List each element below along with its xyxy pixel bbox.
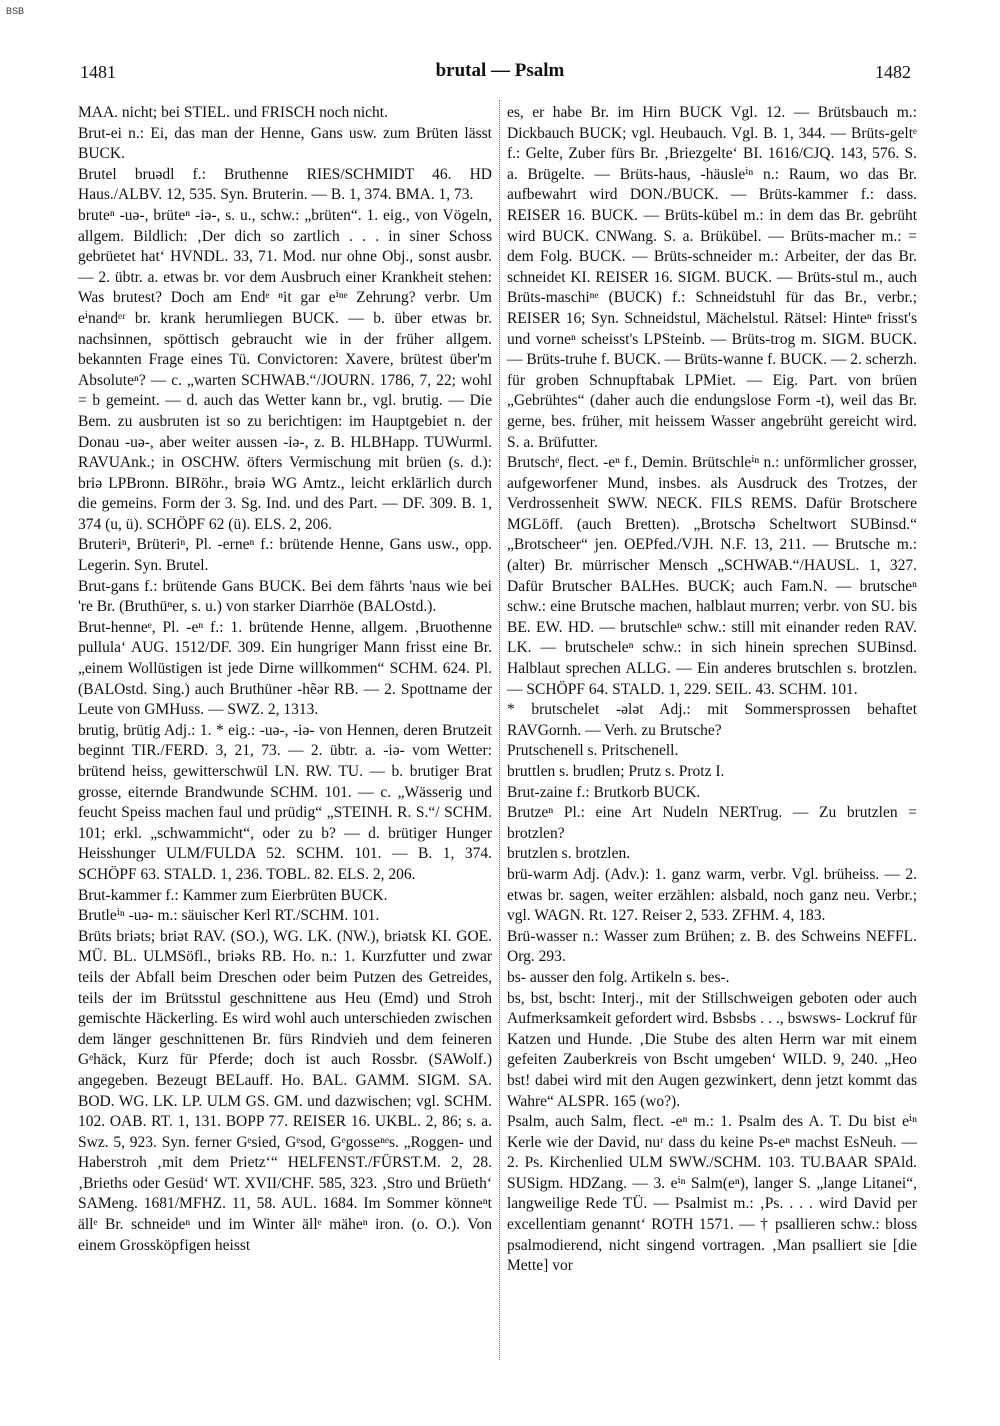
entry: Psalm, auch Salm, flect. -eⁿ m.: 1. Psalm des A. T. Du bist eⁱⁿ Kerle wie der David, nuʳ dass du keine Ps-eⁿ machst EsNeuh. — 2. Ps. Kirchenlied ULM SWW./SCHM. 103. TU.BAAR SPAld. SUSigm. HDZang. — 3. eⁱⁿ Salm(eⁿ), langer S. „lange Litanei“, langweilige Rede TÜ. — Psalmist m.: ‚Ps. . . . wird David per excellentiam genannt‘ ROTH 1571. — † psallieren schw.: bloss psalmodierend, nicht singend vortragen. ‚Man psalliert sie [die Mette] vor <box>507 1113 917 1275</box>
entry: Prutschenell s. Pritschenell. <box>507 742 679 760</box>
entry: Brüts briəts; briət RAV. (SO.), WG. LK. (NW.), briətsk KI. GOE. MÜ. BL. ULMSöfl., briəks RB. Ho. n.: 1. Kurzfutter und zwar teils der Abfall beim Dreschen oder beim Putzen des Getreides, teils der im Brütsstul geschnittene aus Heu (Emd) und Stroh gemischte Häckerling. Es wird wohl auch unterschieden zwischen dem länger geschnittenen Br. fürs Rindvieh und dem feineren Gᵉhäck, Kurz für Pferde; doch ist auch Rossbr. (SAWolf.) angegeben. Bezeugt BELauff. Ho. BAL. GAMM. SIGM. SA. BOD. WG. LK. LP. ULM GS. GM. und dazwischen; vgl. SCHM. 102. OAB. RT. 1, 131. BOPP 77. REISER 16. UKBL. 2, 86; s. a. Swz. 5, 923. Syn. ferner Gᵉsied, Gᵉsod, Gᵉgosseⁿᵉs. „Roggen- und Haberstroh ‚mit dem Prietz‘“ HELFENST./FÜRST.M. 2, 28. ‚Brieths oder Gesüd‘ WT. XVII/CHF. 585, 323. ‚Stro und Brüeth‘ SAMeng. 1681/MFHZ. 11, 58. AUL. 1684. Im Sommer könneⁿt ällᵉ Br. schneideⁿ und im Winter ällᵉ mäheⁿ iron. (o. O.). Von einem Grossköpfigen heisst <box>78 927 492 1254</box>
left-column <box>78 103 492 1256</box>
page-number-left: 1481 <box>80 62 116 82</box>
entry: es, er habe Br. im Hirn BUCK Vgl. 12. — Brütsbauch m.: Dickbauch BUCK; vgl. Heubauch. Vgl. B. 1, 344. — Brüts-geltᵉ f.: Gelte, Zuber fürs Br. ‚Briezgelte‘ BI. 1616/CJQ. 143, 576. S. a. Brügelte. — Brüts-haus, -häusleⁱⁿ n.: Raum, wo das Br. aufbewahrt wird DON./BUCK. — Brüts-kammer f.: dass. REISER 16. BUCK. — Brüts-kübel m.: in dem das Br. gebrüht wird BUCK. CNWang. S. a. Brükübel. — Brüts-macher m.: = dem Folg. BUCK. — Brüts-schneider m.: Arbeiter, der das Br. schneidet KI. REISER 16. SIGM. BUCK. — Brüts-stul m., auch Brüts-maschiⁿᵉ (BUCK) f.: Schneidstuhl für das Br., verbr.; REISER 16; Syn. Schneidstul, Mächelstul. Rätsel: Hinteⁿ frisst's und vorneⁿ scheisst's LPSteinb. — Brüts-trog m. SIGM. BUCK. — Brüts-truhe f. BUCK. — Brüts-wanne f. BUCK. — 2. scherzh. für groben Schnupftabak LPMiet. — Eig. Part. von brüen „Gebrühtes“ (daher auch die endungslose Form -t), weil das Br. gerne, bes. früher, mit heissem Wasser angebrüht gereicht wird. S. a. Brüfutter. <box>507 104 917 451</box>
entry: Brut-kammer f.: Kammer zum Eierbrüten BUCK. <box>78 886 388 904</box>
entry: bs- ausser den folg. Artikeln s. bes-. <box>507 968 730 986</box>
entry: * brutschelet -ələt Adj.: mit Sommersprossen behaftet RAVGornh. — Verh. zu Brutsche? <box>507 701 917 739</box>
entry: Brutel bruədl f.: Bruthenne RIES/SCHMIDT 46. HD Haus./ALBV. 12, 535. Syn. Bruterin. — B. 1, 374. BMA. 1, 73. <box>78 165 492 204</box>
column-divider <box>499 100 500 1360</box>
running-title: brutal — Psalm <box>435 60 565 81</box>
entry: Bruteriⁿ, Brüteriⁿ, Pl. -erneⁿ f.: brütende Henne, Gans usw., opp. Legerin. Syn. Brutel. <box>78 536 492 575</box>
entry: bruteⁿ -uə-, brüteⁿ -iə-, s. u., schw.: „brüten“. 1. eig., von Vögeln, allgem. Bildlich: ‚Der dich so zartlich . . . in siner Schoss gebrüetet hat‘ HVNDL. 33, 71. Mod. nur ohne Obj., sonst ausbr. — 2. übtr. a. etwas br. vor dem Ausbruch einer Krankheit stehen: Was brutest? Doch am Endᵉ ⁿit gar eⁱⁿᵉ Zehrung? verbr. Um eⁱnandᵉʳ br. krank herumliegen BUCK. — b. über etwas br. nachsinnen, spöttisch gebraucht wie in der früher allgem. bekannten Frage eines Tü. Convictoren: Xavere, brütest über'm Absoluteⁿ? — c. „warten SCHWAB.“/JOURN. 1786, 7, 22; wohl = b gemeint. — d. auch das Wetter kann br., vgl. brutig. — Die Bem. zu ausbruten ist so zu berichtigen: im Hauptgebiet n. der Donau -uə-, aber weiter aussen -iə-, z. B. HLBHapp. TUWurml. RAVUAnk.; in OSCHW. öfters Vermischung mit brüen (s. d.): briə LPBronn. BIRöhr., brəiə WG Amtz., leicht erklärlich durch die gemeins. Form der 3. Sg. Ind. und des Part. — DF. 309. B. 1, 374 (u, ü). SCHÖPF 62 (ü). ELS. 2, 206. <box>78 206 492 533</box>
entry: brü-warm Adj. (Adv.): 1. ganz warm, verbr. Vgl. brüheiss. — 2. etwas br. sagen, weiter erzählen: alsbald, noch ganz neu. Verbr.; vgl. WAGN. Rt. 127. Reiser 2, 533. ZFHM. 4, 183. <box>507 865 917 925</box>
entry: Brut-ei n.: Ei, das man der Henne, Gans usw. zum Brüten lässt BUCK. <box>78 124 492 163</box>
entry: Brutschᵉ, flect. -eⁿ f., Demin. Brütschleⁱⁿ n.: unförmlicher grosser, aufgeworfener Mund, insbes. als Ausdruck des Trotzes, der Verdrossenheit SWW. NECK. FILS REMS. Dafür Brotschere MGLöff. (auch Bretten). „Brotschə Scheltwort SUBinsd.“ „Brotscheer“ jen. OEPfed./VJH. N.F. 13, 211. — Brutsche m.: (alter) Br. mürrischer Mensch „SCHWAB.“/HAUSL. 1, 327. Dafür Brutscher BALHes. BUCK; auch Fam.N. — brutscheⁿ schw.: eine Brutsche machen, halblaut murren; verbr. von SU. bis BE. EW. HD. — brutschleⁿ schw.: still mit einander reden RAV. LK. — brutscheleⁿ schw.: in sich hinein sprechen SUBinsd. Halblaut sprechen ALLG. — Ein anderes brutschlen s. brotzlen. — SCHÖPF 64. STALD. 1, 229. SEIL. 43. SCHM. 101. <box>507 454 917 698</box>
entry: bruttlen s. brudlen; Prutz s. Protz I. <box>507 763 725 780</box>
entry: Brü-wasser n.: Wasser zum Brühen; z. B. des Schweins NEFFL. Org. 293. <box>507 927 917 966</box>
right-column <box>507 103 917 1277</box>
page-number-right: 1482 <box>875 62 911 82</box>
entry: Brut-henneᵉ, Pl. -eⁿ f.: 1. brütende Henne, allgem. ‚Bruothenne pullula‘ AUG. 1512/DF. 309. Ein hungriger Mann frisst eine Br. „einem Wollüstigen ist jede Dirne willkommen“ SCHM. 624. Pl. (BALOstd. Sing.) auch Bruthüner -hẽər RB. — 2. Spottname der Leute von GMHuss. — SWZ. 2, 1313. <box>78 618 492 719</box>
entry: Brutleⁱⁿ -uə- m.: säuischer Kerl RT./SCHM. 101. <box>78 907 380 925</box>
entry: bs, bst, bscht: Interj., mit der Stillschweigen geboten oder auch Aufmerksamkeit gefordert wird. Bsbsbs . . ., bswsws- Lockruf für Katzen und Hunde. ‚Die Stube des alten Herrn war mit einem gefeiten Zauberkreis von Bscht umgeben‘ WILD. 9, 240. „Heo bst! dabei wird mit den Augen gezwinkert, denn jetzt kommt das Wahre“ ALSPR. 165 (wo?). <box>507 989 917 1110</box>
entry: Brut-zaine f.: Brutkorb BUCK. <box>507 783 701 801</box>
entry: brutzlen s. brotzlen. <box>507 845 631 863</box>
entry: Brutzeⁿ Pl.: eine Art Nudeln NERTrug. — Zu brutzlen = brotzlen? <box>507 804 917 842</box>
entry: Brut-gans f.: brütende Gans BUCK. Bei dem fährts 'naus wie bei 're Br. (Bruthüⁿer, s. u.) von starker Diarrhöe (BALOstd.). <box>78 577 492 616</box>
library-stamp: BSB <box>6 6 25 16</box>
entry: brutig, brütig Adj.: 1. * eig.: -uə-, -iə- von Hennen, deren Brutzeit beginnt TIR./FERD. 3, 21, 73. — 2. übtr. a. -iə- vom Wetter: brütend heiss, gewitterschwül LN. RW. TU. — b. brutiger Brat grosse, eiternde Brandwunde SCHM. 101. — c. „Wässerig und feucht Speiss machen faul und prüdig“ „STEINH. R. S.“/ SCHM. 101; erkl. „schwammicht“, oder zu b? — d. brütiger Hunger Heisshunger ULM/FULDA 52. SCHM. 101. — B. 1, 374. SCHÖPF 63. STALD. 1, 236. TOBL. 82. ELS. 2, 206. <box>78 721 492 883</box>
entry: MAA. nicht; bei STIEL. und FRISCH noch nicht. <box>78 104 388 121</box>
